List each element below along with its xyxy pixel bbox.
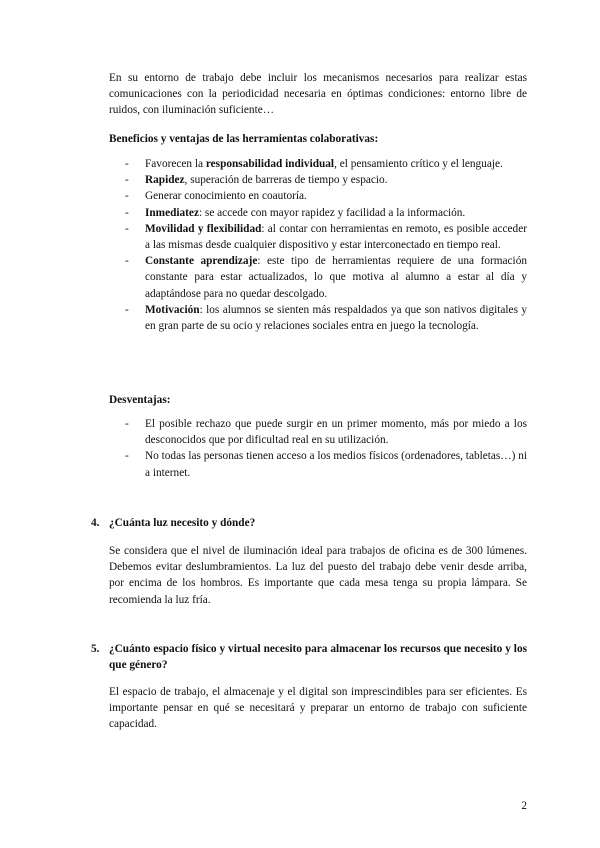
bullet-dash: - [125,255,129,268]
disadvantages-heading: Desventajas: [109,394,171,406]
section-title: ¿Cuánto espacio físico y virtual necesito para almacenar los recursos que necesito y los que género? [109,643,527,672]
benefits-heading: Beneficios y ventajas de las herramientas colaborativas: [109,133,379,145]
bullet-dash: - [125,303,129,316]
intro-paragraph: En su entorno de trabajo debe incluir los mecanismos necesarios para realizar estas comunicaciones con la periodicidad necesaria en óptimas condiciones: entorno libre de ruidos, con iluminación suficiente… [109,72,527,117]
list-item: - Generar conocimiento en coautoría. [109,188,527,204]
bullet-dash: - [125,206,129,219]
section-title: ¿Cuánta luz necesito y dónde? [109,517,256,529]
disadvantages-list [109,416,527,481]
list-item: - Rapidez, superación de barreras de tiempo y espacio. [109,172,527,188]
benefits-list [109,156,527,334]
bullet-dash: - [125,222,129,235]
list-item: - Favorecen la responsabilidad individual, el pensamiento crítico y el lenguaje. [109,156,527,172]
section-number: 4. [91,517,100,529]
section-number: 5. [91,643,100,655]
list-item: - Movilidad y flexibilidad: al contar con herramientas en remoto, es posible acceder a las mismas desde cualquier dispositivo y estar interconectado en tiempo real. [125,222,527,252]
bullet-dash: - [125,418,129,430]
section-4-heading [91,515,527,531]
section-5-heading [91,641,527,673]
section-4-body: Se considera que el nivel de iluminación ideal para trabajos de oficina es de 300 lúmenes. Debemos evitar deslumbramientos. La luz del puesto del trabajo debe venir desde arriba, por encima de los hombros. Es importante que cada mesa tenga su propia lámpara. Se recomienda la luz fría. [109,545,527,606]
page-number: 2 [521,800,527,812]
list-item: - Motivación: los alumnos se sienten más respaldados ya que son nativos digitales y en gran parte de su ocio y relaciones sociales entra en juego la tecnología. [125,303,527,333]
bullet-dash: - [125,158,129,170]
list-item: - No todas las personas tienen acceso a los medios físicos (ordenadores, tabletas…) ni a internet. [125,450,527,479]
bullet-dash: - [125,450,129,463]
list-item: - Inmediatez: se accede con mayor rapidez y facilidad a la información. [109,205,527,221]
list-item: - El posible rechazo que puede surgir en un primer momento, más por miedo a los desconocidos que por dificultad real en su utilización. [125,418,527,447]
bullet-dash: - [125,174,129,187]
list-item: - Constante aprendizaje: este tipo de herramientas requiere de una formación constante para estar actualizados, lo que motiva al alumno a estar al día y adaptándose para no quedar descolgado. [125,255,527,300]
bullet-dash: - [125,190,129,203]
section-5-body: El espacio de trabajo, el almacenaje y el digital son imprescindibles para ser eficientes. Es importante pensar en qué se necesitará y preparar un entorno de trabajo con suficiente capacidad. [109,686,527,731]
